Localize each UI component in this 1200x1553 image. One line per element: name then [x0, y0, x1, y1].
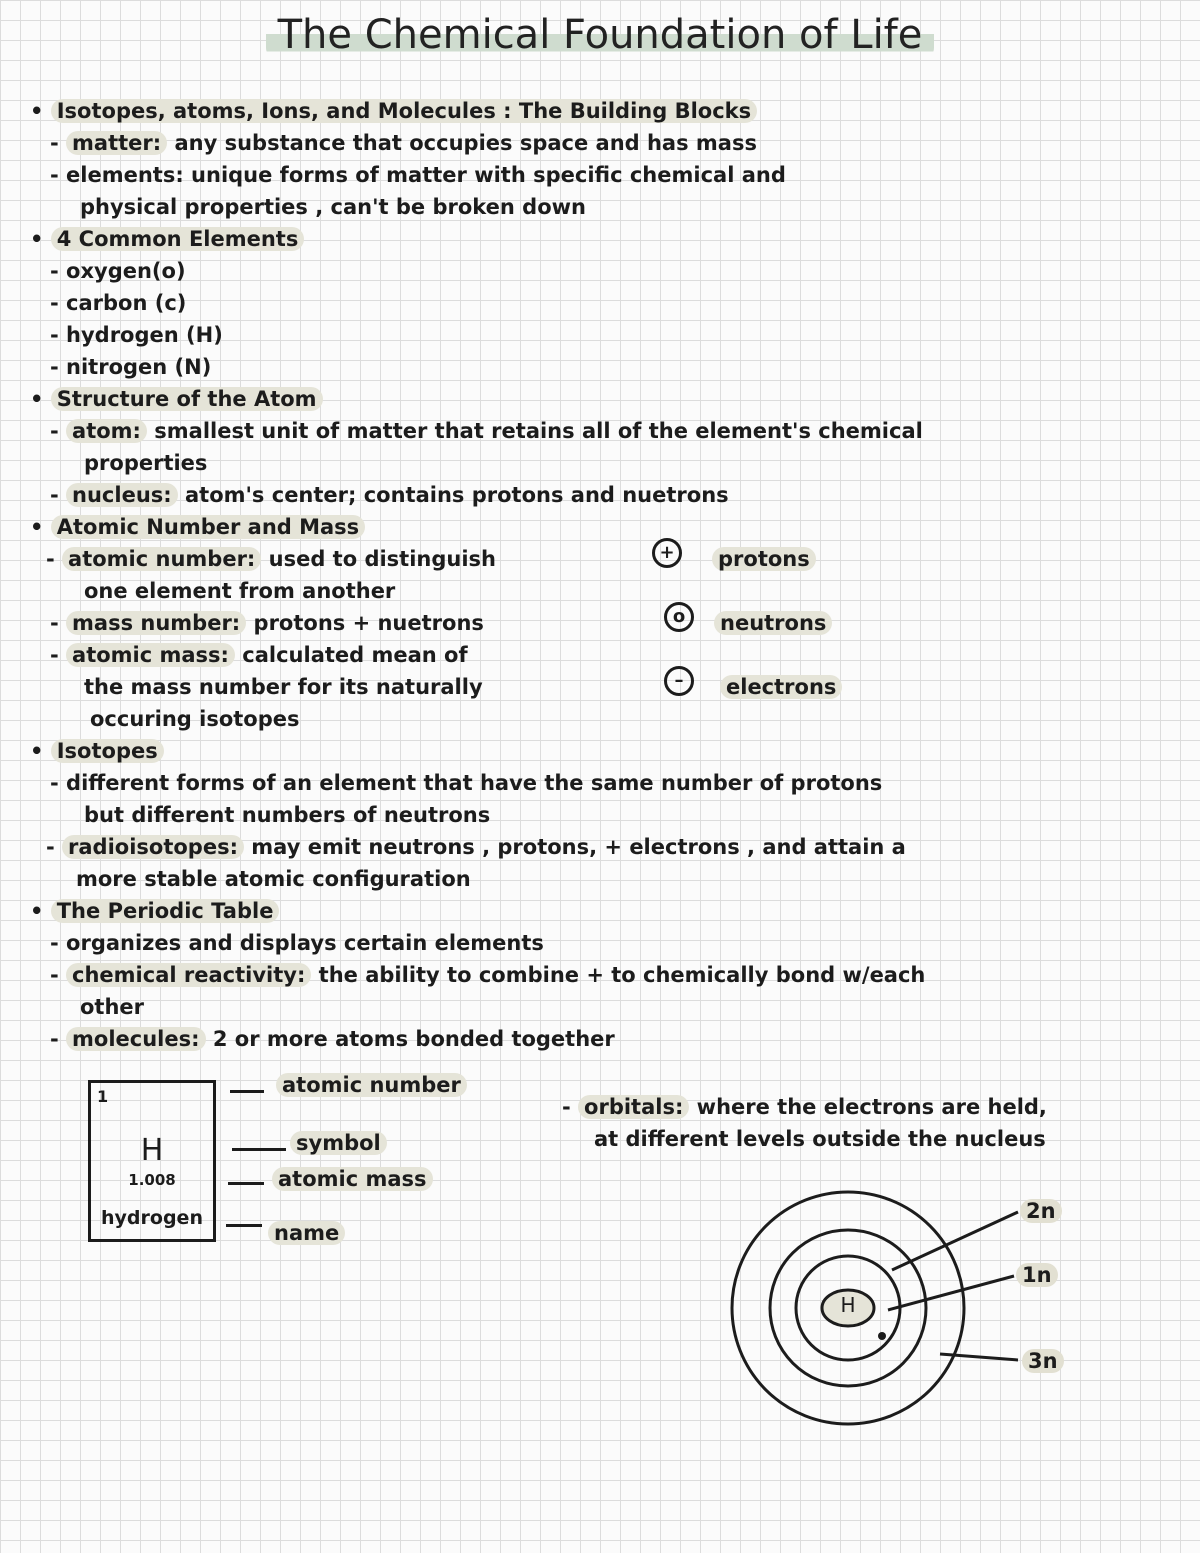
section-heading-text: Isotopes, atoms, Ions, and Molecules : The Building Blocks	[51, 99, 757, 123]
note-line: - mass number: protons + nuetrons	[50, 611, 484, 635]
section-heading: • 4 Common Elements	[30, 226, 304, 252]
term-atomic-mass: atomic mass:	[66, 643, 235, 667]
list-item: - hydrogen (H)	[50, 323, 223, 347]
note-line: - chemical reactivity: the ability to combine + to chemically bond w/each	[50, 963, 926, 987]
def-periodic-table: organizes and displays certain elements	[66, 931, 544, 955]
note-line: the mass number for its naturally	[84, 675, 483, 699]
note-line: one element from another	[84, 579, 396, 603]
term-chemical-reactivity: chemical reactivity:	[66, 963, 311, 987]
element-name: hydrogen	[101, 1207, 203, 1229]
note-line: occuring isotopes	[90, 707, 300, 731]
def-nucleus: atom's center; contains protons and nuetrons	[184, 483, 729, 507]
note-line: - matter: any substance that occupies space and has mass	[50, 131, 757, 155]
note-line: - nucleus: atom's center; contains protons and nuetrons	[50, 483, 729, 507]
term-radioisotopes: radioisotopes:	[62, 835, 244, 859]
legend-label-protons: protons	[712, 547, 816, 571]
list-item: - nitrogen (N)	[50, 355, 212, 379]
pointer-line	[888, 1276, 1014, 1310]
legend-label-electrons: electrons	[720, 675, 842, 699]
section-heading: • Atomic Number and Mass	[30, 514, 365, 540]
def-atom: smallest unit of matter that retains all of the element's chemical	[154, 419, 923, 443]
shell-label	[1016, 1262, 1058, 1288]
list-item: - carbon (c)	[50, 291, 187, 315]
section-heading-text: 4 Common Elements	[51, 227, 305, 251]
list-item: - oxygen(o)	[50, 259, 186, 283]
section-heading-text: Structure of the Atom	[51, 387, 323, 411]
section-heading: • The Periodic Table	[30, 898, 279, 924]
proton-symbol-icon: +	[652, 538, 682, 568]
box-label-atomic-number: atomic number	[276, 1073, 467, 1097]
electron-symbol-icon: –	[664, 666, 694, 696]
def-atomic-mass: calculated mean of	[242, 643, 468, 667]
def-radioisotopes: may emit neutrons , protons, + electrons , and attain a	[251, 835, 906, 859]
element-mass: 1.008	[128, 1171, 176, 1189]
def-elements: unique forms of matter with specific chemical and	[191, 163, 786, 187]
shell-label-3n: 3n	[1022, 1349, 1064, 1373]
term-atomic-number: atomic number:	[62, 547, 261, 571]
note-line: more stable atomic configuration	[76, 867, 471, 891]
list-item-text: carbon (c)	[66, 291, 187, 315]
shell-label-1n: 1n	[1016, 1263, 1058, 1287]
note-line: - organizes and displays certain elements	[50, 931, 544, 955]
term-matter: matter:	[66, 131, 167, 155]
def-chemical-reactivity: the ability to combine + to chemically bond w/each	[318, 963, 926, 987]
element-number: 1	[97, 1087, 109, 1106]
def-orbitals: where the electrons are held,	[696, 1095, 1047, 1119]
def-mass-number: protons + nuetrons	[253, 611, 484, 635]
section-heading: • Structure of the Atom	[30, 386, 323, 412]
note-line: - elements: unique forms of matter with specific chemical and	[50, 163, 786, 187]
neutron-symbol-icon: o	[664, 602, 694, 632]
shell-label-2n: 2n	[1020, 1199, 1062, 1223]
term-mass-number: mass number:	[66, 611, 246, 635]
note-line: at different levels outside the nucleus	[594, 1127, 1046, 1151]
shell-label	[1022, 1348, 1064, 1374]
term-molecules: molecules:	[66, 1027, 206, 1051]
term-nucleus: nucleus:	[66, 483, 178, 507]
term-orbitals: orbitals:	[578, 1095, 689, 1119]
note-line: - radioisotopes: may emit neutrons , protons, + electrons , and attain a	[46, 835, 906, 859]
section-heading-text: Atomic Number and Mass	[51, 515, 365, 539]
note-line: - atomic number: used to distinguish	[46, 547, 497, 571]
note-line: - atom: smallest unit of matter that retains all of the element's chemical	[50, 419, 923, 443]
note-line: but different numbers of neutrons	[84, 803, 491, 827]
note-line: - different forms of an element that have the same number of protons	[50, 771, 883, 795]
section-heading-text: Isotopes	[51, 739, 164, 763]
box-label-name: name	[268, 1221, 345, 1245]
page-title-text: The Chemical Foundation of Life	[266, 12, 935, 58]
note-line: other	[80, 995, 145, 1019]
note-line: properties	[84, 451, 208, 475]
note-line: - orbitals: where the electrons are held,	[562, 1095, 1047, 1119]
box-label-atomic-mass: atomic mass	[272, 1167, 433, 1191]
box-label-symbol: symbol	[290, 1131, 387, 1155]
shell-label	[1020, 1198, 1062, 1224]
element-symbol: H	[140, 1133, 164, 1168]
def-matter: any substance that occupies space and has mass	[174, 131, 757, 155]
note-line: - atomic mass: calculated mean of	[50, 643, 468, 667]
note-line: physical properties , can't be broken down	[80, 195, 586, 219]
def-atomic-number: used to distinguish	[268, 547, 497, 571]
def-molecules: 2 or more atoms bonded together	[212, 1027, 615, 1051]
electron-dot	[878, 1332, 886, 1340]
list-item-text: hydrogen (H)	[66, 323, 223, 347]
term-elements: elements:	[66, 163, 184, 187]
def-isotopes: different forms of an element that have the same number of protons	[66, 771, 883, 795]
section-heading: • Isotopes, atoms, Ions, and Molecules : The Building Blocks	[30, 98, 757, 124]
nucleus-label: H	[840, 1293, 856, 1317]
list-item-text: oxygen(o)	[66, 259, 186, 283]
section-heading: • Isotopes	[30, 738, 164, 764]
legend-label-neutrons: neutrons	[714, 611, 832, 635]
list-item-text: nitrogen (N)	[66, 355, 212, 379]
note-line: - molecules: 2 or more atoms bonded together	[50, 1027, 615, 1051]
term-atom: atom:	[66, 419, 147, 443]
section-heading-text: The Periodic Table	[51, 899, 280, 923]
